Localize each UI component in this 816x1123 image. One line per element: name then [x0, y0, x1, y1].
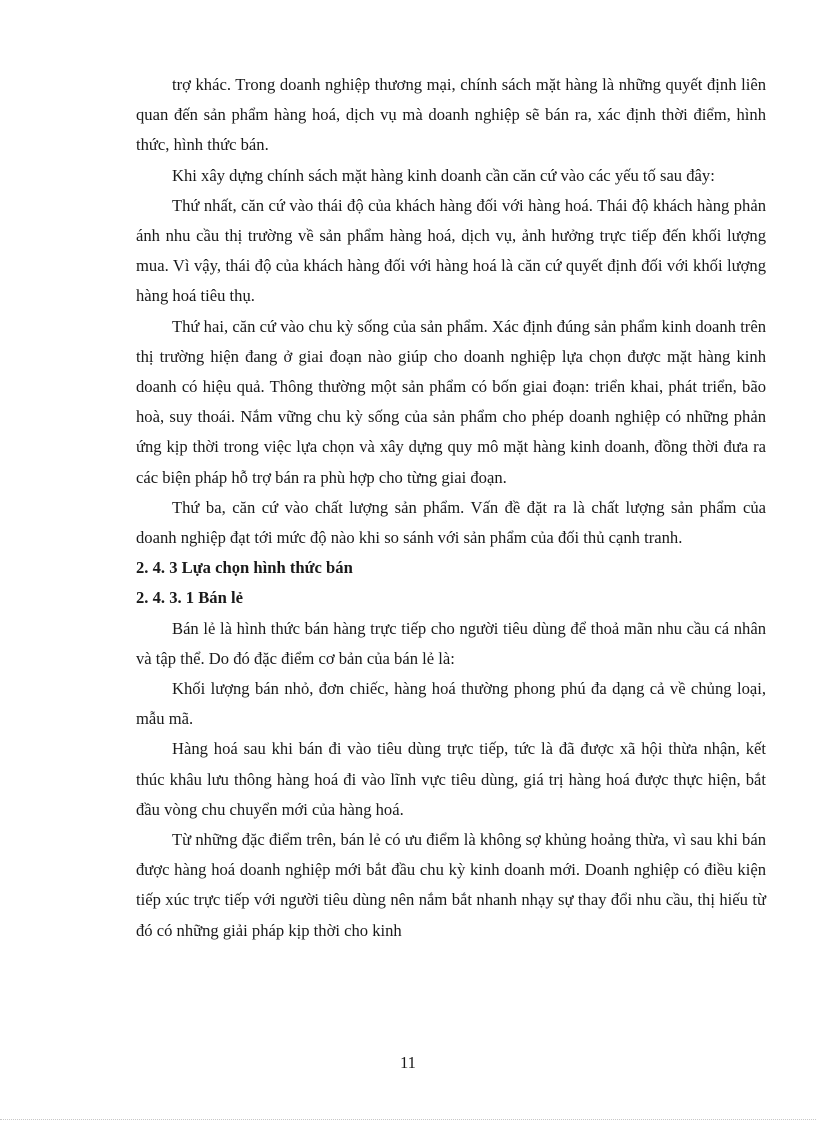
page-number: 11: [400, 1053, 416, 1072]
paragraph: Thứ ba, căn cứ vào chất lượng sản phẩm. Vấn đề đặt ra là chất lượng sản phẩm của doanh nghiệp đạt tới mức độ nào khi so sánh với sản phẩm của đối thủ cạnh tranh.: [136, 497, 766, 548]
paragraph: Khi xây dựng chính sách mặt hàng kinh doanh cần căn cứ vào các yếu tố sau đây:: [172, 165, 715, 185]
paragraph: Thứ nhất, căn cứ vào thái độ của khách hàng đối với hàng hoá. Thái độ khách hàng phản ánh nhu cầu thị trường về sản phẩm hàng hoá, dịch vụ, ảnh hưởng trực tiếp đến khối lượng mua. Vì vậy, thái độ của khách hàng đối với hàng hoá là căn cứ quyết định đối với khối lượng hàng hoá tiêu thụ.: [136, 195, 766, 306]
paragraph-continuation: trợ khác. Trong doanh nghiệp thương mại, chính sách mặt hàng là những quyết định liên quan đến sản phẩm hàng hoá, dịch vụ mà doanh nghiệp sẽ bán ra, xác định thời điểm, hình thức, hình thức bán.: [136, 75, 766, 155]
paragraph: Khối lượng bán nhỏ, đơn chiếc, hàng hoá thường phong phú đa dạng cả về chủng loại, mẫu mã.: [136, 679, 766, 729]
paragraph: Từ những đặc điểm trên, bán lẻ có ưu điểm là không sợ khủng hoảng thừa, vì sau khi bán được hàng hoá doanh nghiệp mới bắt đầu chu kỳ kinh doanh mới. Doanh nghiệp có điều kiện tiếp xúc trực tiếp với người tiêu dùng nên nắm bắt nhanh nhạy sự thay đổi nhu cầu, thị hiếu từ đó có những giải pháp kịp thời cho kinh: [136, 830, 766, 940]
paragraph: Thứ hai, căn cứ vào chu kỳ sống của sản phẩm. Xác định đúng sản phẩm kinh doanh trên thị trường hiện đang ở giai đoạn nào giúp cho doanh nghiệp lựa chọn được mặt hàng kinh doanh có hiệu quả. Thông thường một sản phẩm có bốn giai đoạn: triển khai, phát triển, bão hoà, suy thoái. Nắm vững chu kỳ sống của sản phẩm cho phép doanh nghiệp có những phản ứng kịp thời trong việc lựa chọn và xây dựng quy mô mặt hàng kinh doanh, đồng thời đưa ra các biện pháp hỗ trợ bán ra phù hợp cho từng giai đoạn.: [136, 316, 766, 487]
paragraph: Hàng hoá sau khi bán đi vào tiêu dùng trực tiếp, tức là đã được xã hội thừa nhận, kết thúc khâu lưu thông hàng hoá đi vào lĩnh vực tiêu dùng, giá trị hàng hoá được thực hiện, bắt đầu vòng chu chuyển mới của hàng hoá.: [136, 739, 766, 819]
section-heading: 2. 4. 3 Lựa chọn hình thức bán: [136, 558, 353, 578]
page-body: [136, 70, 766, 946]
subsection-heading: 2. 4. 3. 1 Bán lẻ: [136, 588, 243, 608]
page-edge-divider: [0, 1119, 816, 1120]
paragraph: Bán lẻ là hình thức bán hàng trực tiếp cho người tiêu dùng để thoả mãn nhu cầu cá nhân và tập thể. Do đó đặc điểm cơ bản của bán lẻ là:: [136, 618, 766, 668]
